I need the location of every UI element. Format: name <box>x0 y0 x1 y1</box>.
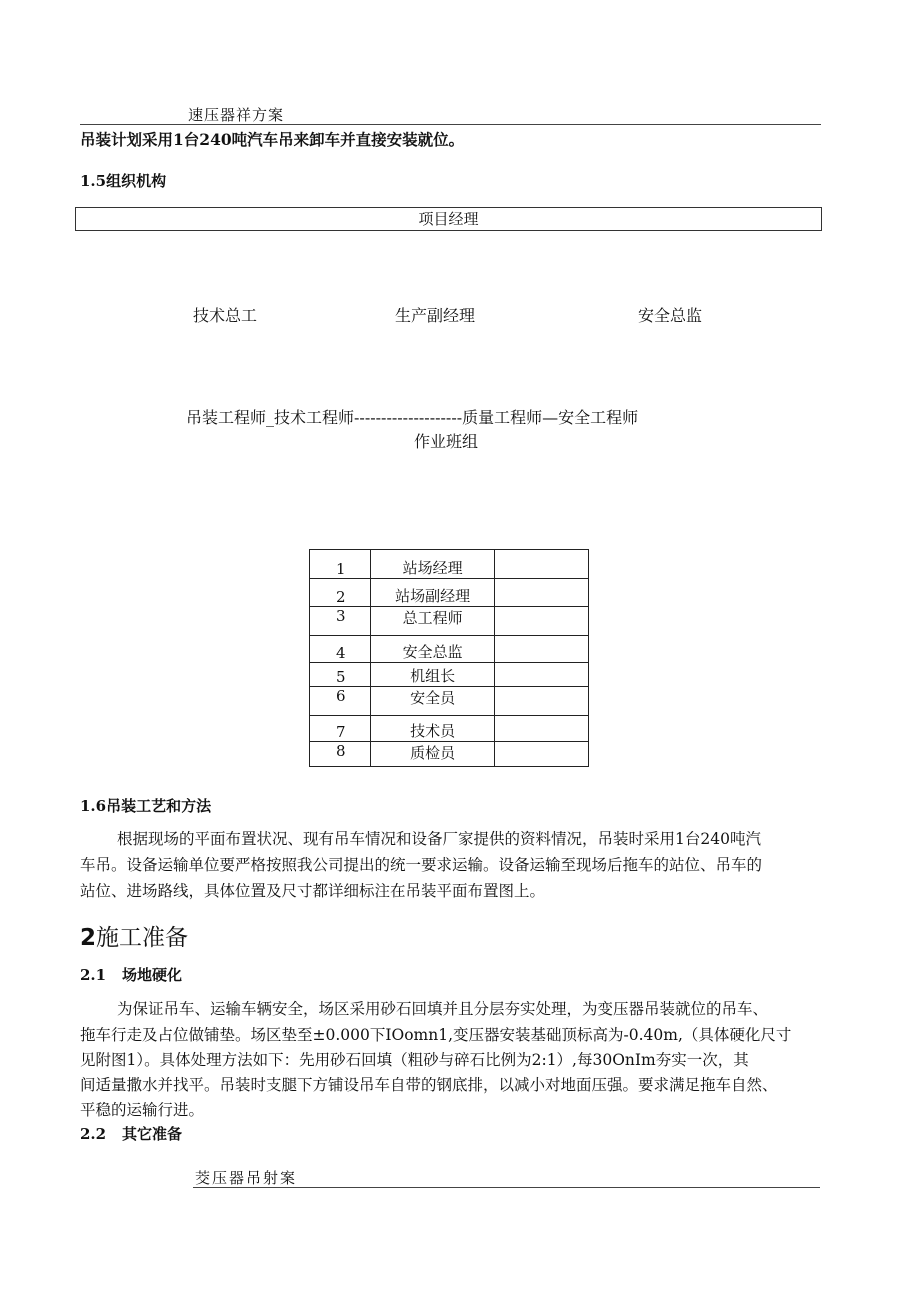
org-role-safety-director: 安全总监 <box>638 306 703 325</box>
org-engineer-chain: 吊装工程师_技术工程师--------------------质量工程师—安全工程师 <box>186 408 639 427</box>
table-row <box>310 716 589 742</box>
section-1-6-line-2: 车吊。设备运输单位要严格按照我公司提出的统一要求运输。设备运输至现场后拖车的站位、吊车的 <box>80 856 763 874</box>
section-2-1-title: 场地硬化 <box>122 966 183 984</box>
row-blank-cell <box>495 742 589 767</box>
row-role: 站场经理 <box>370 550 495 579</box>
section-2-1-line-4: 间适量撒水并找平。吊装时支腿下方铺设吊车自带的钢底排，以减小对地面压强。要求满足拖车自然、 <box>80 1076 778 1094</box>
chapter-2-number: 2 <box>80 925 97 951</box>
chapter-2-title: 施工准备 <box>96 925 189 951</box>
row-number: 2 <box>310 579 371 607</box>
row-role: 机组长 <box>370 663 495 687</box>
lead-paragraph: 吊装计划采用1台240吨汽车吊来卸车并直接安装就位。 <box>80 130 465 149</box>
section-2-1-line-3: 见附图1）。具体处理方法如下：先用砂石回填（粗砂与碎石比例为2:1）,每30OnIm夯实一次，其 <box>80 1051 749 1069</box>
row-blank-cell <box>495 607 589 636</box>
table-row <box>310 687 589 716</box>
row-number: 7 <box>310 716 371 742</box>
row-number: 4 <box>310 636 371 663</box>
row-blank-cell <box>495 636 589 663</box>
table-row <box>310 579 589 607</box>
section-2-1-heading <box>80 964 182 985</box>
row-role: 安全员 <box>370 687 495 716</box>
org-top-box: 项目经理 <box>75 207 822 231</box>
section-2-2-heading <box>80 1123 182 1144</box>
section-1-6-line-1: 根据现场的平面布置状况、现有吊车情况和设备厂家提供的资料情况，吊装时采用1台240吨汽 <box>117 830 761 848</box>
section-2-1-number: 2.1 <box>80 966 107 984</box>
row-blank-cell <box>495 687 589 716</box>
row-number: 5 <box>310 663 371 687</box>
row-number: 3 <box>310 607 371 636</box>
page-header-title: 速压器祥方案 <box>188 106 285 124</box>
table-row <box>310 636 589 663</box>
row-role: 技术员 <box>370 716 495 742</box>
section-2-1-line-1: 为保证吊车、运输车辆安全，场区采用砂石回填并且分层夯实处理，为变压器吊装就位的吊车、 <box>117 1000 769 1018</box>
org-work-team: 作业班组 <box>414 432 479 451</box>
row-number: 1 <box>310 550 371 579</box>
header-divider <box>80 124 821 125</box>
footer-divider <box>193 1187 820 1188</box>
row-blank-cell <box>495 579 589 607</box>
row-role: 总工程师 <box>370 607 495 636</box>
section-2-2-title: 其它准备 <box>122 1125 183 1143</box>
section-2-1-line-2: 拖车行走及占位做铺垫。场区垫至±0.000下IOomn1,变压器安装基础顶标高为-0.40m,（具体硬化尺寸 <box>80 1026 792 1044</box>
row-role: 站场副经理 <box>370 579 495 607</box>
section-1-5-heading: 1.5组织机构 <box>80 172 167 190</box>
table-row <box>310 663 589 687</box>
row-blank-cell <box>495 716 589 742</box>
row-blank-cell <box>495 663 589 687</box>
section-2-2-number: 2.2 <box>80 1125 107 1143</box>
org-role-production-deputy: 生产副经理 <box>395 306 476 325</box>
chapter-2-heading <box>80 919 188 952</box>
row-role: 安全总监 <box>370 636 495 663</box>
section-1-6-line-3: 站位、进场路线，具体位置及尺寸都详细标注在吊装平面布置图上。 <box>80 882 546 900</box>
row-blank-cell <box>495 550 589 579</box>
section-2-1-line-5: 平稳的运输行进。 <box>80 1101 205 1119</box>
table-row <box>310 607 589 636</box>
table-row <box>310 742 589 767</box>
row-number: 6 <box>310 687 371 716</box>
row-role: 质检员 <box>370 742 495 767</box>
page-footer-title: 茭压器吊射案 <box>195 1169 298 1187</box>
staff-table <box>309 549 589 767</box>
table-row <box>310 550 589 579</box>
section-1-6-heading: 1.6吊装工艺和方法 <box>80 797 212 815</box>
row-number: 8 <box>310 742 371 767</box>
org-role-technical-chief: 技术总工 <box>193 306 258 325</box>
